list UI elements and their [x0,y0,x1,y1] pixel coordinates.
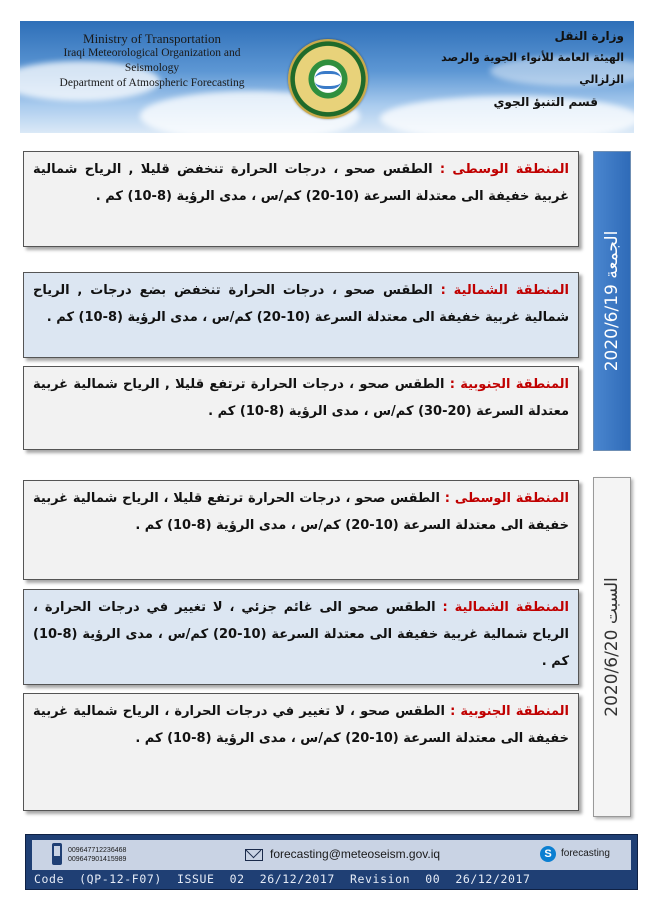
region-label: المنطقة الوسطى : [439,162,569,177]
email-link[interactable]: forecasting@meteoseism.gov.iq [270,847,441,861]
org-logo [288,39,368,119]
forecast-box-central-day1 [23,151,579,247]
forecast-box-south-day2 [23,693,579,811]
phone-number: 009647712236468 [68,847,127,854]
forecast-box-south-day1 [23,366,579,450]
date-label: السبت 2020/6/20 [602,577,622,717]
forecast-text: الطقس صحو ، درجات الحرارة تنخفض بضع درجات , الرياح شمالية غربية خفيفة الى معتدلة السرعة (10-20) كم/س ، مدى الرؤية (8-10) كم . [33,283,569,325]
skype-icon: S [540,846,556,862]
forecast-text: الطقس صحو ، درجات الحرارة تنخفض قليلا , الرياح شمالية غربية خفيفة الى معتدلة السرعة (10-20) كم/س ، مدى الرؤية (8-10) كم . [33,162,569,204]
forecast-text: الطقس صحو الى غائم جزئي ، لا تغيير في درجات الحرارة ، الرياح شمالية غربية خفيفة الى معتدلة السرعة (10-20) كم/س ، مدى الرؤية (8-10) كم . [33,600,569,669]
forecast-text: الطقس صحو ، درجات الحرارة ترتفع قليلا ، الرياح شمالية غربية خفيفة الى معتدلة السرعة (10-20) كم/س ، مدى الرؤية (8-10) كم . [33,491,569,533]
forecast-text: الطقس صحو ، لا تغيير في درجات الحرارة ، الرياح شمالية غربية خفيفة الى معتدلة السرعة (10-20) كم/س ، مدى الرؤية (8-10) كم . [33,704,569,746]
forecast-box-north-day1 [23,272,579,358]
mail-icon [245,849,263,861]
document-code: Code (QP-12-F07) ISSUE 02 26/12/2017 Revision 00 26/12/2017 [34,872,531,886]
forecast-box-north-day2 [23,589,579,685]
region-label: المنطقة الوسطى : [444,491,569,506]
region-label: المنطقة الجنوبية : [450,704,569,719]
phone-icon [52,843,62,865]
phone-number: 009647901415989 [68,856,127,863]
date-band-day2 [593,477,631,817]
date-label: الجمعة 2020/6/19 [602,230,622,372]
page-footer [25,834,638,890]
region-label: المنطقة الشمالية : [442,600,570,615]
header-en-organization: Iraqi Meteorological Organization and Seismology [63,47,241,74]
phone-numbers [68,846,126,864]
header-en-ministry: Ministry of Transportation [83,31,221,46]
region-label: المنطقة الجنوبية : [449,377,570,392]
header-english [52,31,252,91]
forecast-box-central-day2 [23,480,579,580]
page-header [20,21,634,133]
region-label: المنطقة الشمالية : [440,283,570,298]
date-band-day1 [593,151,631,451]
header-ar-ministry: وزارة النقل [554,29,624,43]
forecast-text: الطقس صحو ، درجات الحرارة ترتفع قليلا , الرياح شمالية غربية معتدلة السرعة (20-30) كم/س ، مدى الرؤية (8-10) كم . [33,377,569,419]
footer-contact-bar [32,840,631,870]
header-arabic [424,25,624,113]
header-ar-department: قسم التنبؤ الجوي [493,95,598,109]
skype-link[interactable]: forecasting [561,848,610,859]
header-ar-organization: الهيئة العامة للأنواء الجوية والرصد الزلزالي [441,51,624,86]
header-en-department: Department of Atmospheric Forecasting [59,77,245,89]
